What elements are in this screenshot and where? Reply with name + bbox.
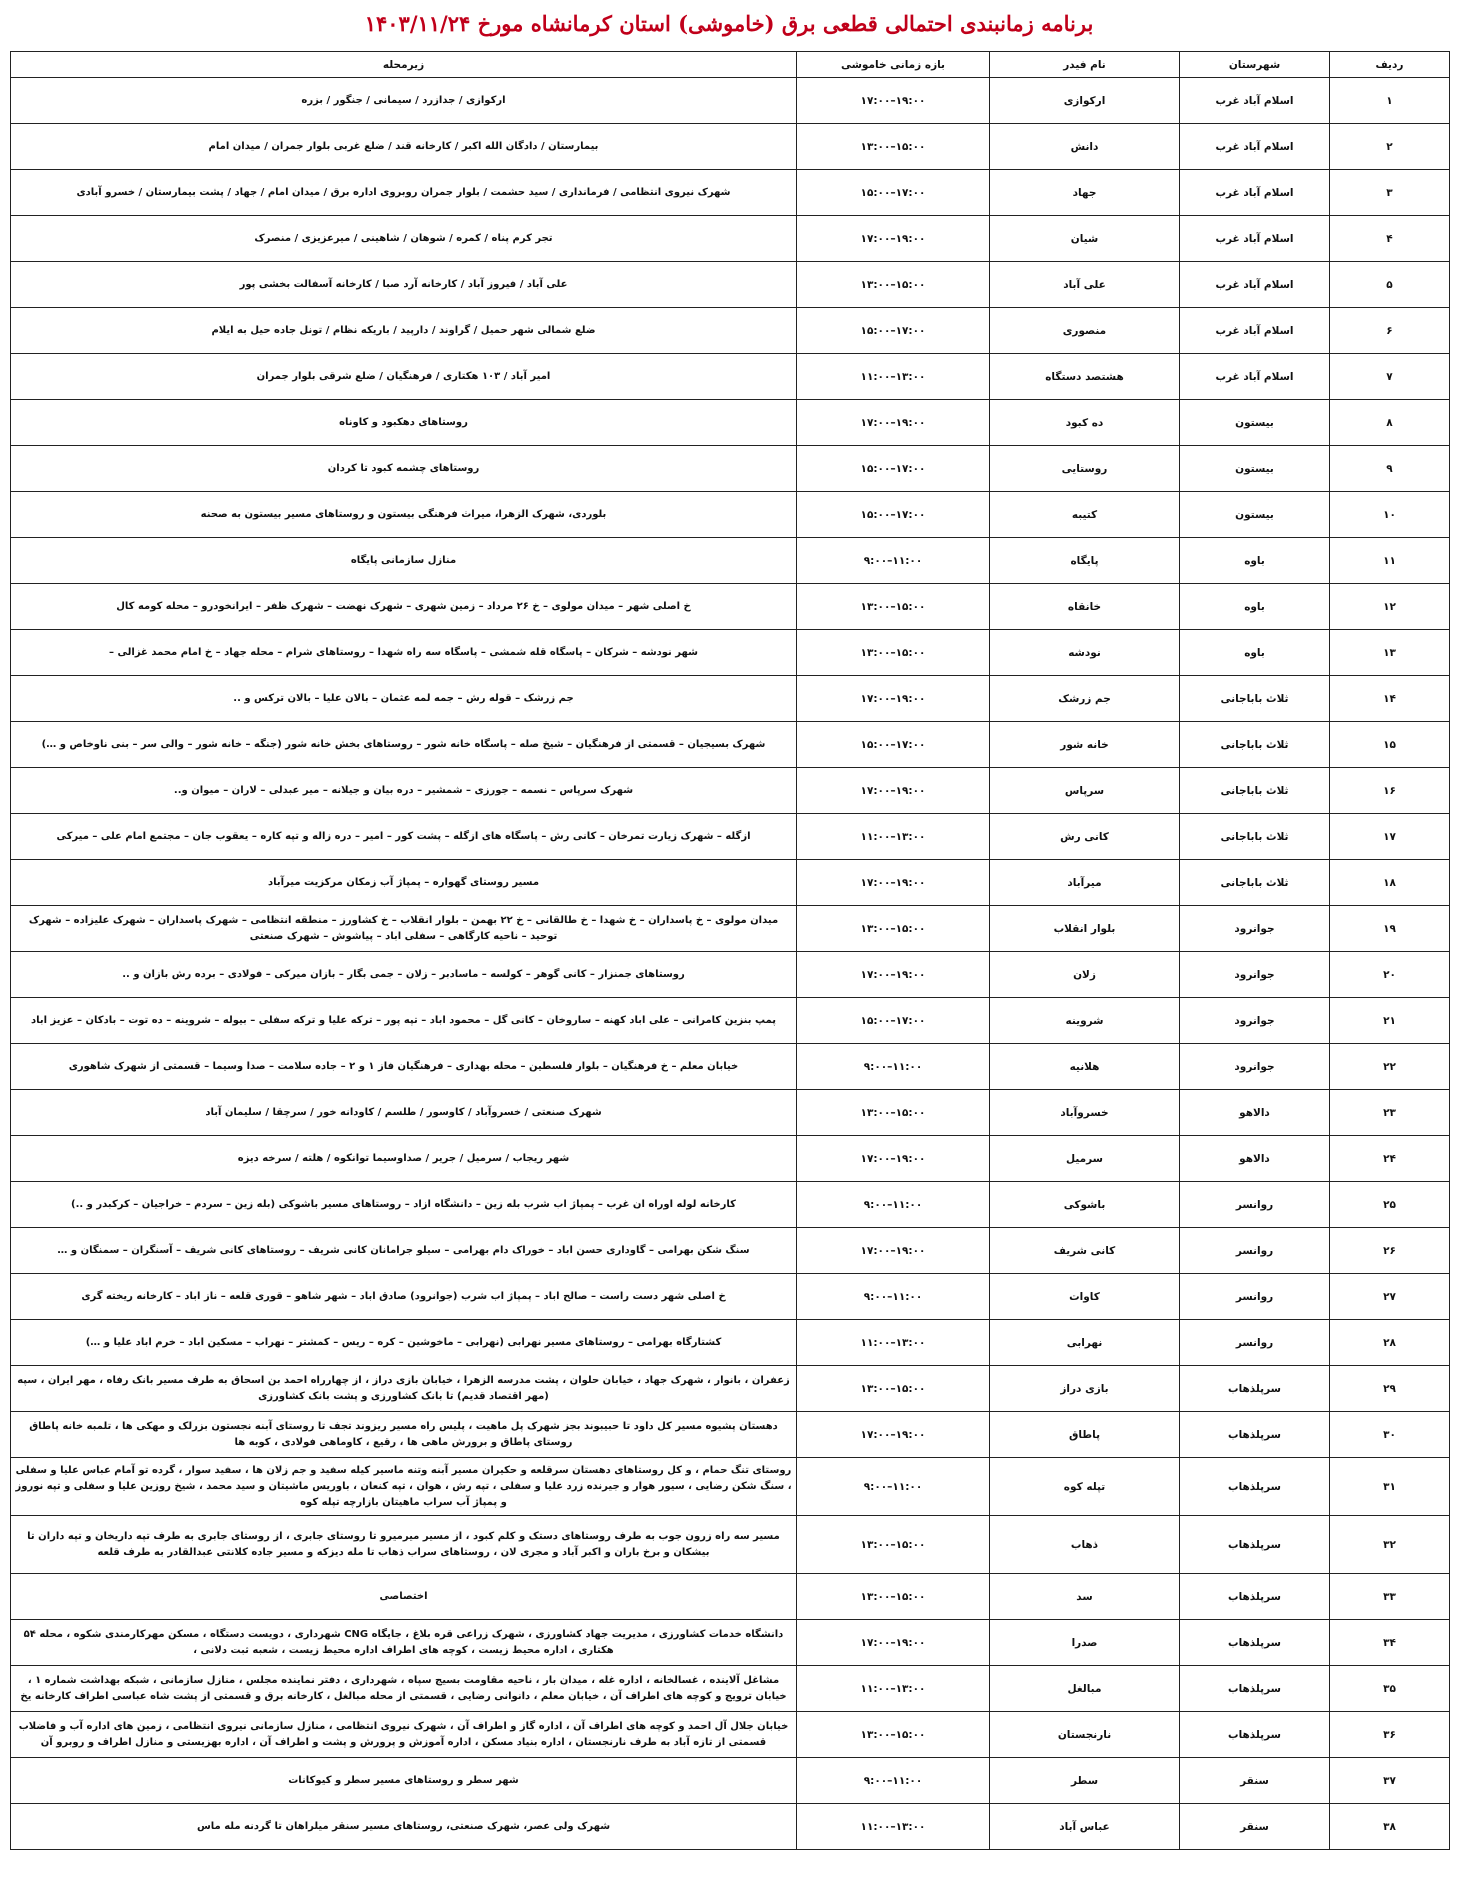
cell-area: ازگله – شهرک زیارت تمرخان – کانی رش – پاسگاه های ازگله – پشت کور – امیر – دره زاله و تپه کاره – یعقوب جان – مجتمع امام علی – میرکی bbox=[11, 814, 797, 860]
cell-area: کشتارگاه بهرامی – روستاهای مسیر نهرابی (نهرابی – ماخوشین – کره – ریس – کمشتر – نهراب – مسکین اباد – خرم اباد علیا و …) bbox=[11, 1320, 797, 1366]
table-row bbox=[11, 354, 1450, 400]
cell-row-number: ۱۴ bbox=[1330, 676, 1450, 722]
table-row bbox=[11, 768, 1450, 814]
cell-row-number: ۸ bbox=[1330, 400, 1450, 446]
cell-city: دالاهو bbox=[1180, 1090, 1330, 1136]
cell-city: اسلام آباد غرب bbox=[1180, 216, 1330, 262]
cell-city: بیستون bbox=[1180, 492, 1330, 538]
table-row bbox=[11, 1228, 1450, 1274]
header-time-window: بازه زمانی خاموشی bbox=[797, 52, 990, 78]
cell-city: دالاهو bbox=[1180, 1136, 1330, 1182]
cell-row-number: ۵ bbox=[1330, 262, 1450, 308]
cell-time-window: ۱۳:۰۰–۱۵:۰۰ bbox=[797, 124, 990, 170]
cell-city: سنقر bbox=[1180, 1804, 1330, 1850]
cell-time-window: ۱۷:۰۰–۱۹:۰۰ bbox=[797, 768, 990, 814]
cell-row-number: ۲۸ bbox=[1330, 1320, 1450, 1366]
table-row bbox=[11, 1804, 1450, 1850]
table-row bbox=[11, 952, 1450, 998]
table-row bbox=[11, 216, 1450, 262]
cell-feeder: خانقاه bbox=[990, 584, 1180, 630]
page-title: برنامه زمانبندی احتمالی قطعی برق (خاموشی) استان کرمانشاه مورخ ۱۴۰۳/۱۱/۲۴ bbox=[364, 11, 1094, 36]
cell-feeder: نارنجستان bbox=[990, 1712, 1180, 1758]
cell-area: شهر ریجاب / سرمیل / جریر / صداوسیما توانکوه / هلته / سرخه دیزه bbox=[11, 1136, 797, 1182]
cell-time-window: ۱۵:۰۰–۱۷:۰۰ bbox=[797, 170, 990, 216]
table-row bbox=[11, 1574, 1450, 1620]
cell-city: جوانرود bbox=[1180, 998, 1330, 1044]
cell-time-window: ۱۱:۰۰–۱۳:۰۰ bbox=[797, 1320, 990, 1366]
cell-city: ثلاث باباجانی bbox=[1180, 860, 1330, 906]
cell-feeder: روستایی bbox=[990, 446, 1180, 492]
cell-time-window: ۱۳:۰۰–۱۵:۰۰ bbox=[797, 1366, 990, 1412]
cell-row-number: ۶ bbox=[1330, 308, 1450, 354]
cell-time-window: ۱۷:۰۰–۱۹:۰۰ bbox=[797, 216, 990, 262]
cell-row-number: ۱۸ bbox=[1330, 860, 1450, 906]
table-row bbox=[11, 1182, 1450, 1228]
cell-time-window: ۱۳:۰۰–۱۵:۰۰ bbox=[797, 262, 990, 308]
cell-area: امیر آباد / ۱۰۳ هکتاری / فرهنگیان / ضلع شرقی بلوار جمران bbox=[11, 354, 797, 400]
cell-time-window: ۱۷:۰۰–۱۹:۰۰ bbox=[797, 78, 990, 124]
table-row bbox=[11, 308, 1450, 354]
table-row bbox=[11, 860, 1450, 906]
cell-area: تجر کرم پناه / کمره / شوهان / شاهینی / میرعزیزی / منصرک bbox=[11, 216, 797, 262]
cell-time-window: ۱۳:۰۰–۱۵:۰۰ bbox=[797, 1516, 990, 1574]
cell-time-window: ۱۱:۰۰–۱۳:۰۰ bbox=[797, 814, 990, 860]
cell-feeder: خانه شور bbox=[990, 722, 1180, 768]
cell-row-number: ۷ bbox=[1330, 354, 1450, 400]
cell-row-number: ۳ bbox=[1330, 170, 1450, 216]
cell-city: سرپلذهاب bbox=[1180, 1458, 1330, 1516]
table-row bbox=[11, 1712, 1450, 1758]
cell-time-window: ۹:۰۰–۱۱:۰۰ bbox=[797, 1182, 990, 1228]
cell-time-window: ۱۵:۰۰–۱۷:۰۰ bbox=[797, 446, 990, 492]
table-row bbox=[11, 1044, 1450, 1090]
cell-area: مسیر روستای گهواره – پمپاژ آب زمکان مرکزیت میرآباد bbox=[11, 860, 797, 906]
cell-city: اسلام آباد غرب bbox=[1180, 170, 1330, 216]
cell-row-number: ۳۱ bbox=[1330, 1458, 1450, 1516]
cell-area: روستاهای چشمه کبود تا کردان bbox=[11, 446, 797, 492]
cell-area: بلوردی، شهرک الزهرا، میراث فرهنگی بیستون و روستاهای مسیر بیستون به صحنه bbox=[11, 492, 797, 538]
cell-row-number: ۲۵ bbox=[1330, 1182, 1450, 1228]
cell-row-number: ۱۶ bbox=[1330, 768, 1450, 814]
cell-row-number: ۲۷ bbox=[1330, 1274, 1450, 1320]
cell-time-window: ۱۱:۰۰–۱۳:۰۰ bbox=[797, 1666, 990, 1712]
cell-feeder: ارکوازی bbox=[990, 78, 1180, 124]
page bbox=[0, 4, 1458, 1897]
header-row-number: ردیف bbox=[1330, 52, 1450, 78]
table-row bbox=[11, 446, 1450, 492]
cell-city: سرپلذهاب bbox=[1180, 1366, 1330, 1412]
cell-city: سرپلذهاب bbox=[1180, 1574, 1330, 1620]
table-row bbox=[11, 1320, 1450, 1366]
cell-city: اسلام آباد غرب bbox=[1180, 78, 1330, 124]
cell-feeder: هلانیه bbox=[990, 1044, 1180, 1090]
cell-row-number: ۱ bbox=[1330, 78, 1450, 124]
cell-area: میدان مولوی – خ پاسداران – خ شهدا – خ طالقانی – خ ۲۲ بهمن – بلوار انقلاب – خ کشاورز – منطقه انتظامی – شهرک پاسداران – شهرک علیزاده – شهرک توحید – ناحیه کارگاهی – سفلی اباد – پیاشوش – شهرک صنعتی bbox=[11, 906, 797, 952]
cell-area: ارکوازی / جدازرد / سیمانی / جنگور / بزره bbox=[11, 78, 797, 124]
cell-feeder: سرپاس bbox=[990, 768, 1180, 814]
cell-feeder: پایگاه bbox=[990, 538, 1180, 584]
cell-row-number: ۴ bbox=[1330, 216, 1450, 262]
table-row bbox=[11, 78, 1450, 124]
cell-city: سرپلذهاب bbox=[1180, 1712, 1330, 1758]
cell-city: ثلاث باباجانی bbox=[1180, 722, 1330, 768]
cell-feeder: هشتصد دستگاه bbox=[990, 354, 1180, 400]
cell-feeder: دانش bbox=[990, 124, 1180, 170]
cell-row-number: ۲۴ bbox=[1330, 1136, 1450, 1182]
cell-city: اسلام آباد غرب bbox=[1180, 124, 1330, 170]
cell-time-window: ۱۷:۰۰–۱۹:۰۰ bbox=[797, 860, 990, 906]
cell-row-number: ۱۲ bbox=[1330, 584, 1450, 630]
cell-feeder: کانی شریف bbox=[990, 1228, 1180, 1274]
table-row bbox=[11, 1412, 1450, 1458]
cell-time-window: ۱۱:۰۰–۱۳:۰۰ bbox=[797, 354, 990, 400]
cell-feeder: پاطاق bbox=[990, 1412, 1180, 1458]
cell-city: جوانرود bbox=[1180, 952, 1330, 998]
cell-time-window: ۹:۰۰–۱۱:۰۰ bbox=[797, 1458, 990, 1516]
cell-time-window: ۱۷:۰۰–۱۹:۰۰ bbox=[797, 952, 990, 998]
cell-city: سنقر bbox=[1180, 1758, 1330, 1804]
cell-time-window: ۱۳:۰۰–۱۵:۰۰ bbox=[797, 906, 990, 952]
cell-feeder: منصوری bbox=[990, 308, 1180, 354]
cell-city: بیستون bbox=[1180, 446, 1330, 492]
cell-city: روانسر bbox=[1180, 1320, 1330, 1366]
cell-time-window: ۱۵:۰۰–۱۷:۰۰ bbox=[797, 722, 990, 768]
cell-area: خ اصلی شهر دست راست – صالح اباد – پمپاژ اب شرب (جوانرود) صادق اباد – شهر شاهو – قوری قلعه – ناز اباد – کارخانه ریخته گری bbox=[11, 1274, 797, 1320]
cell-row-number: ۳۷ bbox=[1330, 1758, 1450, 1804]
cell-area: شهرک صنعتی / خسروآباد / کاوسور / طلسم / کاودانه خور / سرچقا / سلیمان آباد bbox=[11, 1090, 797, 1136]
cell-city: روانسر bbox=[1180, 1228, 1330, 1274]
cell-row-number: ۳۸ bbox=[1330, 1804, 1450, 1850]
table-row bbox=[11, 1758, 1450, 1804]
cell-feeder: جم زرشک bbox=[990, 676, 1180, 722]
table-row bbox=[11, 1136, 1450, 1182]
cell-area: سنگ شکن بهرامی – گاوداری حسن اباد – خوراک دام بهرامی – سیلو جرامانان کانی شریف – روستاهای کانی شریف – آسنگران – سمنگان و … bbox=[11, 1228, 797, 1274]
cell-area: خیابان جلال آل احمد و کوچه های اطراف آن ، اداره گاز و اطراف آن ، شهرک نیروی انتظامی ، منازل سازمانی نیروی انتظامی ، زمین های اداره آب و فاضلاب قسمتی از تازه آباد به طرف نارنجستان ، اداره بنیاد مسکن ، اداره آموزش و پرورش و پشت و اطراف آن ، اداره بهزیستی و منازل اطراف و روبرو آن bbox=[11, 1712, 797, 1758]
cell-row-number: ۲۲ bbox=[1330, 1044, 1450, 1090]
cell-area: شهرک بسیجیان – قسمتی از فرهنگیان – شیخ صله – پاسگاه خانه شور – روستاهای بخش خانه شور (جنگه – خانه شور – والی سر – بنی ناوخاص و …) bbox=[11, 722, 797, 768]
cell-city: جوانرود bbox=[1180, 906, 1330, 952]
cell-area: مشاغل آلاینده ، غسالخانه ، اداره غله ، میدان بار ، ناحیه مقاومت بسیج سپاه ، شهرداری ، دفتر نماینده مجلس ، منازل سازمانی ، شبکه بهداشت شماره ۱ ، خیابان ترویج و کوچه های اطراف آن ، خیابان معلم ، دانوانی رضایی ، قسمتی از محله مبالغل ، کارخانه برق و قسمتی از پشت شاه عباسی اطراف کارخانه یخ bbox=[11, 1666, 797, 1712]
cell-time-window: ۱۵:۰۰–۱۷:۰۰ bbox=[797, 998, 990, 1044]
cell-city: سرپلذهاب bbox=[1180, 1516, 1330, 1574]
table-row bbox=[11, 170, 1450, 216]
table-row bbox=[11, 538, 1450, 584]
cell-area: ضلع شمالی شهر حمیل / گراوند / دارپید / باریکه نظام / تونل جاده حیل به ایلام bbox=[11, 308, 797, 354]
cell-city: بیستون bbox=[1180, 400, 1330, 446]
header-city: شهرستان bbox=[1180, 52, 1330, 78]
cell-feeder: تپله کوه bbox=[990, 1458, 1180, 1516]
cell-time-window: ۱۷:۰۰–۱۹:۰۰ bbox=[797, 676, 990, 722]
cell-row-number: ۳۵ bbox=[1330, 1666, 1450, 1712]
cell-row-number: ۱۱ bbox=[1330, 538, 1450, 584]
cell-feeder: سرمیل bbox=[990, 1136, 1180, 1182]
cell-feeder: شروینه bbox=[990, 998, 1180, 1044]
cell-feeder: سد bbox=[990, 1574, 1180, 1620]
cell-feeder: ده کبود bbox=[990, 400, 1180, 446]
cell-row-number: ۳۲ bbox=[1330, 1516, 1450, 1574]
cell-feeder: عباس آباد bbox=[990, 1804, 1180, 1850]
table-row bbox=[11, 998, 1450, 1044]
table-row bbox=[11, 1458, 1450, 1516]
cell-city: روانسر bbox=[1180, 1274, 1330, 1320]
cell-time-window: ۱۳:۰۰–۱۵:۰۰ bbox=[797, 584, 990, 630]
cell-time-window: ۱۷:۰۰–۱۹:۰۰ bbox=[797, 400, 990, 446]
cell-area: بیمارستان / دادگان الله اکبر / کارخانه قند / ضلع غربی بلوار جمران / میدان امام bbox=[11, 124, 797, 170]
table-header-row bbox=[11, 52, 1450, 78]
cell-city: جوانرود bbox=[1180, 1044, 1330, 1090]
cell-area: شهر سطر و روستاهای مسیر سطر و کیوکانات bbox=[11, 1758, 797, 1804]
cell-area: روستاهای جمنزار – کانی گوهر – کولسه – ماسادبر – زلان – جمی بگار – بازان میرکی – فولادی – برده رش بازان و .. bbox=[11, 952, 797, 998]
cell-feeder: باشوکی bbox=[990, 1182, 1180, 1228]
table-row bbox=[11, 124, 1450, 170]
cell-area: شهر نودشه – شرکان – پاسگاه قله شمشی – پاسگاه سه راه شهدا – روستاهای شرام – محله جهاد – خ امام محمد غزالی – bbox=[11, 630, 797, 676]
table-row bbox=[11, 676, 1450, 722]
cell-time-window: ۱۷:۰۰–۱۹:۰۰ bbox=[797, 1136, 990, 1182]
cell-feeder: کاوات bbox=[990, 1274, 1180, 1320]
cell-feeder: کانی رش bbox=[990, 814, 1180, 860]
table-row bbox=[11, 630, 1450, 676]
cell-feeder: صدرا bbox=[990, 1620, 1180, 1666]
cell-row-number: ۱۹ bbox=[1330, 906, 1450, 952]
cell-feeder: میرآباد bbox=[990, 860, 1180, 906]
cell-area: شهرک ولی عصر، شهرک صنعتی، روستاهای مسیر سنقر میلراهان تا گردنه مله ماس bbox=[11, 1804, 797, 1850]
cell-row-number: ۹ bbox=[1330, 446, 1450, 492]
cell-feeder: خسروآباد bbox=[990, 1090, 1180, 1136]
cell-time-window: ۱۵:۰۰–۱۷:۰۰ bbox=[797, 492, 990, 538]
cell-row-number: ۳۳ bbox=[1330, 1574, 1450, 1620]
cell-city: باوه bbox=[1180, 584, 1330, 630]
cell-area: خیابان معلم – خ فرهنگیان – بلوار فلسطین – محله بهداری – فرهنگیان فاز ۱ و ۲ – جاده سلامت – صدا وسیما – قسمتی از شهرک شاهوری bbox=[11, 1044, 797, 1090]
cell-city: سرپلذهاب bbox=[1180, 1666, 1330, 1712]
header-area: زیرمحله bbox=[11, 52, 797, 78]
header-feeder: نام فیدر bbox=[990, 52, 1180, 78]
cell-city: باوه bbox=[1180, 538, 1330, 584]
outage-schedule-table bbox=[10, 51, 1450, 1850]
cell-city: اسلام آباد غرب bbox=[1180, 354, 1330, 400]
table-row bbox=[11, 1666, 1450, 1712]
table-row bbox=[11, 906, 1450, 952]
cell-city: اسلام آباد غرب bbox=[1180, 262, 1330, 308]
table-row bbox=[11, 584, 1450, 630]
cell-feeder: شیان bbox=[990, 216, 1180, 262]
cell-city: ثلاث باباجانی bbox=[1180, 768, 1330, 814]
cell-row-number: ۳۰ bbox=[1330, 1412, 1450, 1458]
cell-time-window: ۱۷:۰۰–۱۹:۰۰ bbox=[797, 1620, 990, 1666]
cell-area: جم زرشک – قوله رش – جمه لمه عثمان – بالان علیا – بالان ترکس و .. bbox=[11, 676, 797, 722]
cell-area: دانشگاه خدمات کشاورزی ، مدیریت جهاد کشاورزی ، شهرک زراعی قره بلاغ ، جایگاه CNG شهرداری ، دویست دستگاه ، مسکن مهرکارمندی شکوه ، محله ۵۴ هکتاری ، اداره محیط زیست ، کوچه های اطراف اداره محیط زیست ، شعبه ثبت دلانی ، bbox=[11, 1620, 797, 1666]
cell-feeder: نهرابی bbox=[990, 1320, 1180, 1366]
cell-area: زعفران ، بانوار ، شهرک جهاد ، خیابان حلوان ، پشت مدرسه الزهرا ، خیابان بازی دراز ، از چهارراه احمد بن اسحاق به طرف مسیر بانک رفاه ، مهر ایران ، سپه (مهر اقتصاد قدیم) تا بانک کشاورزی و پشت بانک کشاورزی bbox=[11, 1366, 797, 1412]
cell-city: ثلاث باباجانی bbox=[1180, 676, 1330, 722]
cell-time-window: ۱۳:۰۰–۱۵:۰۰ bbox=[797, 1090, 990, 1136]
cell-row-number: ۲۹ bbox=[1330, 1366, 1450, 1412]
cell-time-window: ۹:۰۰–۱۱:۰۰ bbox=[797, 1274, 990, 1320]
cell-area: شهرک نیروی انتظامی / فرمانداری / سید حشمت / بلوار جمران روبروی اداره برق / میدان امام / جهاد / پشت بیمارستان / خسرو آبادی bbox=[11, 170, 797, 216]
cell-area: اختصاصی bbox=[11, 1574, 797, 1620]
cell-row-number: ۱۳ bbox=[1330, 630, 1450, 676]
cell-row-number: ۲۰ bbox=[1330, 952, 1450, 998]
cell-city: ثلاث باباجانی bbox=[1180, 814, 1330, 860]
cell-city: روانسر bbox=[1180, 1182, 1330, 1228]
cell-row-number: ۳۶ bbox=[1330, 1712, 1450, 1758]
cell-row-number: ۲۶ bbox=[1330, 1228, 1450, 1274]
cell-feeder: نودشه bbox=[990, 630, 1180, 676]
cell-feeder: کتیبه bbox=[990, 492, 1180, 538]
cell-row-number: ۱۷ bbox=[1330, 814, 1450, 860]
cell-row-number: ۱۰ bbox=[1330, 492, 1450, 538]
cell-area: دهستان پشیوه مسیر کل داود تا حبیبوند بجز شهرک پل ماهیت ، پلیس راه مسیر ریزوند تجف تا روستای آبنه نجستون بزرلک و مهکی ها ، تلمبه خانه پاطاق روستای پاطاق و برورش ماهی ها ، رقیع ، کاوماهی فولادی ، کوبه ها bbox=[11, 1412, 797, 1458]
cell-time-window: ۱۳:۰۰–۱۵:۰۰ bbox=[797, 1712, 990, 1758]
cell-area: مسیر سه راه زرون جوب به طرف روستاهای دستک و کلم کبود ، از مسیر میرمیرو تا روستای جابری ، از روستای جابری به طرف تپه داریخان و تپه داران تا بیشکان و برخ باران و اکبر آباد و مجری لان ، روستاهای سراب ذهاب تا مله دیزکه و مسیر جاده کلانتی عبدالقادر به طرف قلعه bbox=[11, 1516, 797, 1574]
table-row bbox=[11, 1620, 1450, 1666]
cell-area: پمپ بنزین کامرانی – علی اباد کهنه – ساروخان – کانی گل – محمود اباد – تپه پور – ترکه علیا و ترکه سفلی – بیوله – شروینه – ده توت – بادکان – عزیز اباد bbox=[11, 998, 797, 1044]
cell-area: منازل سازمانی پایگاه bbox=[11, 538, 797, 584]
cell-row-number: ۳۴ bbox=[1330, 1620, 1450, 1666]
cell-area: روستای تنگ حمام ، و کل روستاهای دهستان سرقلعه و حکیران مسیر آبنه وتنه ماسیر کیله سفید و جم زلان ها ، سفید سوار ، گرده تو آمام عباس علیا و سفلی ، سنگ شکن رضایی ، سیور هوار و جیرنده زرد علیا و سفلی ، تپه رش ، هوان ، تپه کنعان ، باوریس ماشیتان و سید محمد ، شیخ روزین علیا و سفلی و تپه نوروز و پمپاژ آب سراب ماهیتان بازارچه تپله کوه bbox=[11, 1458, 797, 1516]
cell-feeder: سطر bbox=[990, 1758, 1180, 1804]
cell-city: باوه bbox=[1180, 630, 1330, 676]
table-row bbox=[11, 722, 1450, 768]
cell-time-window: ۱۷:۰۰–۱۹:۰۰ bbox=[797, 1412, 990, 1458]
cell-row-number: ۲ bbox=[1330, 124, 1450, 170]
cell-time-window: ۱۱:۰۰–۱۳:۰۰ bbox=[797, 1804, 990, 1850]
cell-feeder: بازی دراز bbox=[990, 1366, 1180, 1412]
cell-city: اسلام آباد غرب bbox=[1180, 308, 1330, 354]
cell-area: خ اصلی شهر – میدان مولوی – خ ۲۶ مرداد – زمین شهری – شهرک نهضت – شهرک ظفر – ایرانخودرو – محله کومه کال bbox=[11, 584, 797, 630]
table-row bbox=[11, 262, 1450, 308]
table-row bbox=[11, 814, 1450, 860]
cell-row-number: ۱۵ bbox=[1330, 722, 1450, 768]
cell-row-number: ۲۳ bbox=[1330, 1090, 1450, 1136]
cell-feeder: علی آباد bbox=[990, 262, 1180, 308]
cell-time-window: ۱۳:۰۰–۱۵:۰۰ bbox=[797, 1574, 990, 1620]
cell-time-window: ۹:۰۰–۱۱:۰۰ bbox=[797, 538, 990, 584]
table-row bbox=[11, 1366, 1450, 1412]
cell-area: علی آباد / فیروز آباد / کارخانه آرد صبا / کارخانه آسفالت بخشی پور bbox=[11, 262, 797, 308]
cell-city: سرپلذهاب bbox=[1180, 1620, 1330, 1666]
table-row bbox=[11, 400, 1450, 446]
cell-feeder: زلان bbox=[990, 952, 1180, 998]
cell-time-window: ۹:۰۰–۱۱:۰۰ bbox=[797, 1044, 990, 1090]
table-row bbox=[11, 1090, 1450, 1136]
cell-city: سرپلذهاب bbox=[1180, 1412, 1330, 1458]
cell-feeder: جهاد bbox=[990, 170, 1180, 216]
table-row bbox=[11, 492, 1450, 538]
cell-time-window: ۹:۰۰–۱۱:۰۰ bbox=[797, 1758, 990, 1804]
cell-time-window: ۱۵:۰۰–۱۷:۰۰ bbox=[797, 308, 990, 354]
table-row bbox=[11, 1274, 1450, 1320]
cell-area: شهرک سرپاس – نسمه – جورزی – شمشیر – دره بیان و جیلانه – میر عبدلی – لاران – میوان و.. bbox=[11, 768, 797, 814]
table-row bbox=[11, 1516, 1450, 1574]
cell-row-number: ۲۱ bbox=[1330, 998, 1450, 1044]
cell-feeder: مبالغل bbox=[990, 1666, 1180, 1712]
cell-time-window: ۱۷:۰۰–۱۹:۰۰ bbox=[797, 1228, 990, 1274]
cell-area: کارخانه لوله اوراه ان غرب – پمپاژ اب شرب بله زین – دانشگاه ازاد – روستاهای مسیر باشوکی (بله زین – سردم – خراجیان – کرکبدر و ..) bbox=[11, 1182, 797, 1228]
cell-area: روستاهای دهکبود و کاوناه bbox=[11, 400, 797, 446]
cell-feeder: بلوار انقلاب bbox=[990, 906, 1180, 952]
cell-feeder: ذهاب bbox=[990, 1516, 1180, 1574]
cell-time-window: ۱۳:۰۰–۱۵:۰۰ bbox=[797, 630, 990, 676]
